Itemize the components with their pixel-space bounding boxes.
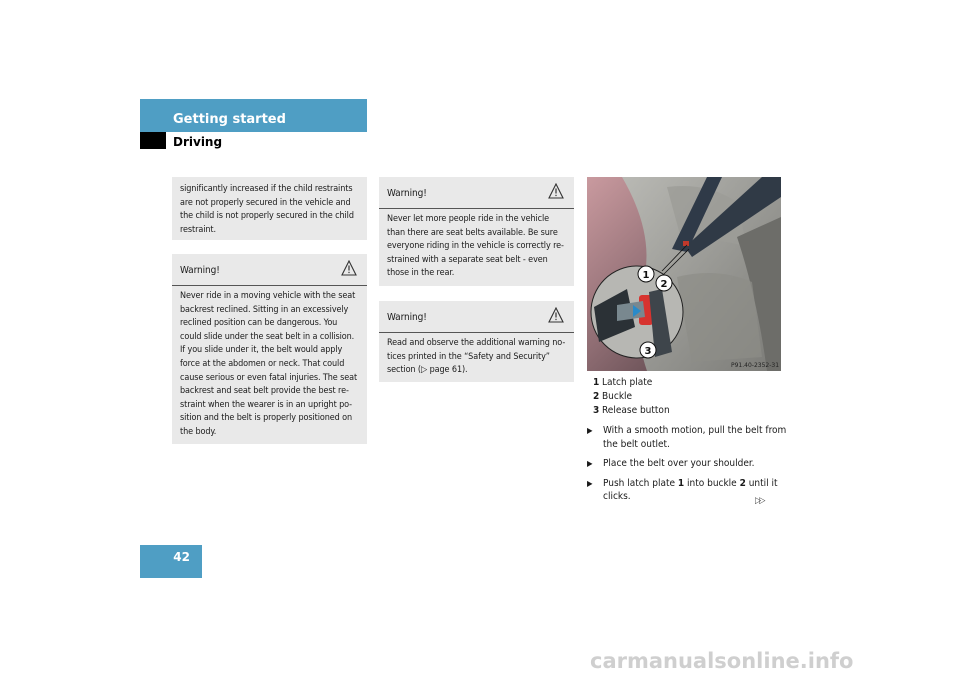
figure-legend bbox=[593, 376, 670, 418]
warning-header bbox=[379, 301, 574, 333]
warning-triangle-icon bbox=[548, 183, 564, 199]
warning-title: Warning! bbox=[387, 312, 427, 323]
callout-1 bbox=[638, 266, 654, 282]
instruction-step: ▶ Push latch plate 1 into buckle 2 until it clicks. bbox=[587, 477, 778, 502]
step-arrow-icon: ▶ bbox=[587, 459, 593, 468]
page-number: 42 bbox=[173, 550, 190, 564]
figure-callouts bbox=[587, 177, 781, 371]
warning-text: Read and observe the additional warning no-tices printed in the “Safety and Security” section (▷ page 61). bbox=[387, 338, 566, 376]
warning-triangle-icon bbox=[548, 307, 564, 323]
header-marker bbox=[140, 132, 166, 149]
warning-header bbox=[172, 254, 367, 286]
legend-item: 1 Latch plate bbox=[593, 377, 653, 388]
warning-box-safety-ref bbox=[379, 301, 574, 382]
svg-text:2: 2 bbox=[660, 279, 668, 290]
warning-box-seat-count bbox=[379, 177, 574, 286]
section-title: Getting started bbox=[173, 112, 286, 127]
legend-item: 2 Buckle bbox=[593, 391, 633, 402]
warning-header bbox=[379, 177, 574, 209]
legend-item: 3 Release button bbox=[593, 405, 670, 416]
child-restraint-text: significantly increased if the child restraints are not properly secured in the vehicle and the child is not properly secured in the child restraint. bbox=[180, 184, 354, 235]
warning-text: Never ride in a moving vehicle with the seat backrest reclined. Sitting in an excessively reclined position can be dangerous. You could slide under the seat belt in a collision. If you slide under it, the belt would apply force at the abdomen or neck. That could cause serious or even fatal injuries. The seat backrest and seat belt provide the best re-straint when the wearer is in an upright po-sition and the belt is properly positioned on the body. bbox=[180, 291, 358, 437]
callout-2 bbox=[656, 275, 672, 291]
continued-icon: ▷▷ bbox=[755, 496, 764, 506]
svg-text:3: 3 bbox=[644, 346, 652, 357]
warning-text: Never let more people ride in the vehicle than there are seat belts available. Be sure everyone riding in the vehicle is correctly re-strained with a separate seat belt - even those in the rear. bbox=[387, 214, 564, 279]
step-arrow-icon: ▶ bbox=[587, 478, 593, 488]
warning-title: Warning! bbox=[180, 265, 220, 276]
step-arrow-icon: ▶ bbox=[587, 426, 593, 435]
section-subtitle: Driving bbox=[173, 135, 223, 149]
instruction-step: ▶ With a smooth motion, pull the belt from the belt outlet. bbox=[587, 425, 787, 450]
svg-text:1: 1 bbox=[642, 270, 650, 281]
page-number-box bbox=[140, 545, 202, 578]
page-reference-link[interactable]: ▷ page 61 bbox=[421, 365, 462, 376]
warning-triangle-icon bbox=[341, 260, 357, 276]
warning-title: Warning! bbox=[387, 188, 427, 199]
figure-code: P91.40-2352-31 bbox=[731, 362, 780, 369]
watermark: carmanualsonline.info bbox=[590, 649, 854, 673]
child-restraint-note bbox=[172, 177, 367, 240]
callout-3 bbox=[640, 342, 656, 358]
instruction-step: ▶ Place the belt over your shoulder. bbox=[587, 458, 755, 469]
warning-box-recline bbox=[172, 254, 367, 444]
